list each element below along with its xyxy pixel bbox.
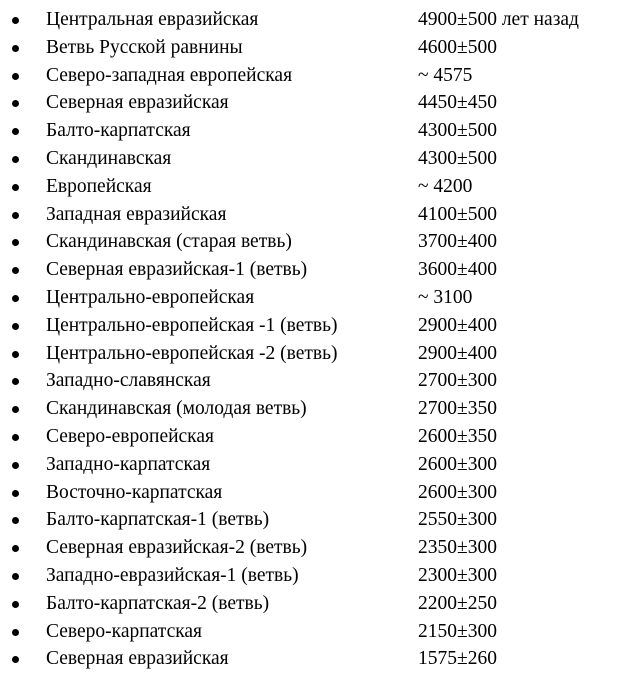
bullet-icon	[12, 629, 19, 636]
list-item	[0, 34, 630, 62]
list-item	[0, 618, 630, 646]
branch-name: Северо-европейская	[46, 425, 214, 447]
branch-name: Балто-карпатская-2 (ветвь)	[46, 592, 270, 614]
bullet-icon	[12, 351, 19, 358]
list-item	[0, 340, 630, 368]
list-item	[0, 367, 630, 395]
list-item	[0, 89, 630, 117]
branch-age: 3600±400	[418, 259, 497, 281]
branch-name: Балто-карпатская	[46, 120, 191, 142]
branch-age: ~ 4575	[418, 64, 473, 86]
branch-age: ~ 4200	[418, 175, 473, 197]
list-item	[0, 506, 630, 534]
list-item	[0, 423, 630, 451]
branch-name: Скандинавская (старая ветвь)	[46, 231, 292, 253]
branch-name: Северо-карпатская	[46, 620, 203, 642]
bullet-icon	[12, 323, 19, 330]
branch-name: Скандинавская	[46, 147, 172, 169]
list-item	[0, 62, 630, 90]
list-item	[0, 534, 630, 562]
bullet-icon	[12, 239, 19, 246]
branch-age: ~ 3100	[418, 286, 473, 308]
bullet-icon	[12, 656, 19, 663]
branch-age: 2600±300	[418, 453, 497, 475]
branch-name: Западно-славянская	[46, 370, 211, 392]
branch-age: 4450±450	[418, 92, 497, 114]
branch-age: 2150±300	[418, 620, 497, 642]
branch-name: Северная евразийская-2 (ветвь)	[46, 537, 308, 559]
branch-name: Западная евразийская	[46, 203, 227, 225]
branch-name: Ветвь Русской равнины	[46, 36, 243, 58]
branch-name: Европейская	[46, 175, 152, 197]
bullet-icon	[12, 434, 19, 441]
bullet-icon	[12, 406, 19, 413]
branch-name: Центрально-европейская -2 (ветвь)	[46, 342, 338, 364]
bullet-icon	[12, 601, 19, 608]
branch-age: 2900±400	[418, 314, 497, 336]
branch-name: Северная евразийская	[46, 648, 229, 670]
branch-name: Северная евразийская-1 (ветвь)	[46, 259, 308, 281]
list-item	[0, 479, 630, 507]
branch-age: 2700±300	[418, 370, 497, 392]
branch-age: 2200±250	[418, 592, 497, 614]
list-item	[0, 590, 630, 618]
branch-age: 3700±400	[418, 231, 497, 253]
branch-age: 2700±350	[418, 398, 497, 420]
bullet-icon	[12, 73, 19, 80]
branch-name: Центрально-европейская -1 (ветвь)	[46, 314, 338, 336]
bullet-icon	[12, 490, 19, 497]
bullet-icon	[12, 45, 19, 52]
branch-name: Скандинавская (молодая ветвь)	[46, 398, 307, 420]
bullet-icon	[12, 517, 19, 524]
branch-age: 2300±300	[418, 564, 497, 586]
branch-name: Центральная евразийская	[46, 9, 259, 30]
branch-name: Балто-карпатская-1 (ветвь)	[46, 509, 270, 531]
list-item	[0, 173, 630, 201]
list-item	[0, 284, 630, 312]
bullet-icon	[12, 184, 19, 191]
bullet-icon	[12, 212, 19, 219]
bullet-icon	[12, 17, 19, 24]
branch-age: 2550±300	[418, 509, 497, 531]
branch-age: 4300±500	[418, 147, 497, 169]
bullet-icon	[12, 573, 19, 580]
branch-age: 4300±500	[418, 120, 497, 142]
bullet-icon	[12, 462, 19, 469]
branch-age: 1575±260	[418, 648, 497, 670]
branch-age: 2900±400	[418, 342, 497, 364]
branch-age: 2600±350	[418, 425, 497, 447]
list-item	[0, 201, 630, 229]
list-item	[0, 6, 630, 34]
list-item	[0, 228, 630, 256]
bullet-icon	[12, 295, 19, 302]
branch-age: 4900±500 лет назад	[418, 9, 579, 30]
list-item	[0, 645, 630, 673]
bulleted-list	[0, 6, 630, 673]
branch-name: Северная евразийская	[46, 92, 229, 114]
list-item	[0, 312, 630, 340]
branch-age: 2350±300	[418, 537, 497, 559]
bullet-icon	[12, 267, 19, 274]
bullet-icon	[12, 545, 19, 552]
branch-name: Восточно-карпатская	[46, 481, 223, 503]
list-item	[0, 451, 630, 479]
branch-age: 2600±300	[418, 481, 497, 503]
branch-age: 4600±500	[418, 36, 497, 58]
list-item	[0, 117, 630, 145]
list-item	[0, 395, 630, 423]
bullet-icon	[12, 100, 19, 107]
list-item	[0, 562, 630, 590]
list-item	[0, 145, 630, 173]
branch-name: Западно-евразийская-1 (ветвь)	[46, 564, 299, 586]
list-item	[0, 256, 630, 284]
branch-age: 4100±500	[418, 203, 497, 225]
branch-name: Западно-карпатская	[46, 453, 211, 475]
branch-name: Центрально-европейская	[46, 286, 255, 308]
branch-name: Северо-западная европейская	[46, 64, 293, 86]
bullet-icon	[12, 128, 19, 135]
bullet-icon	[12, 156, 19, 163]
bullet-icon	[12, 378, 19, 385]
